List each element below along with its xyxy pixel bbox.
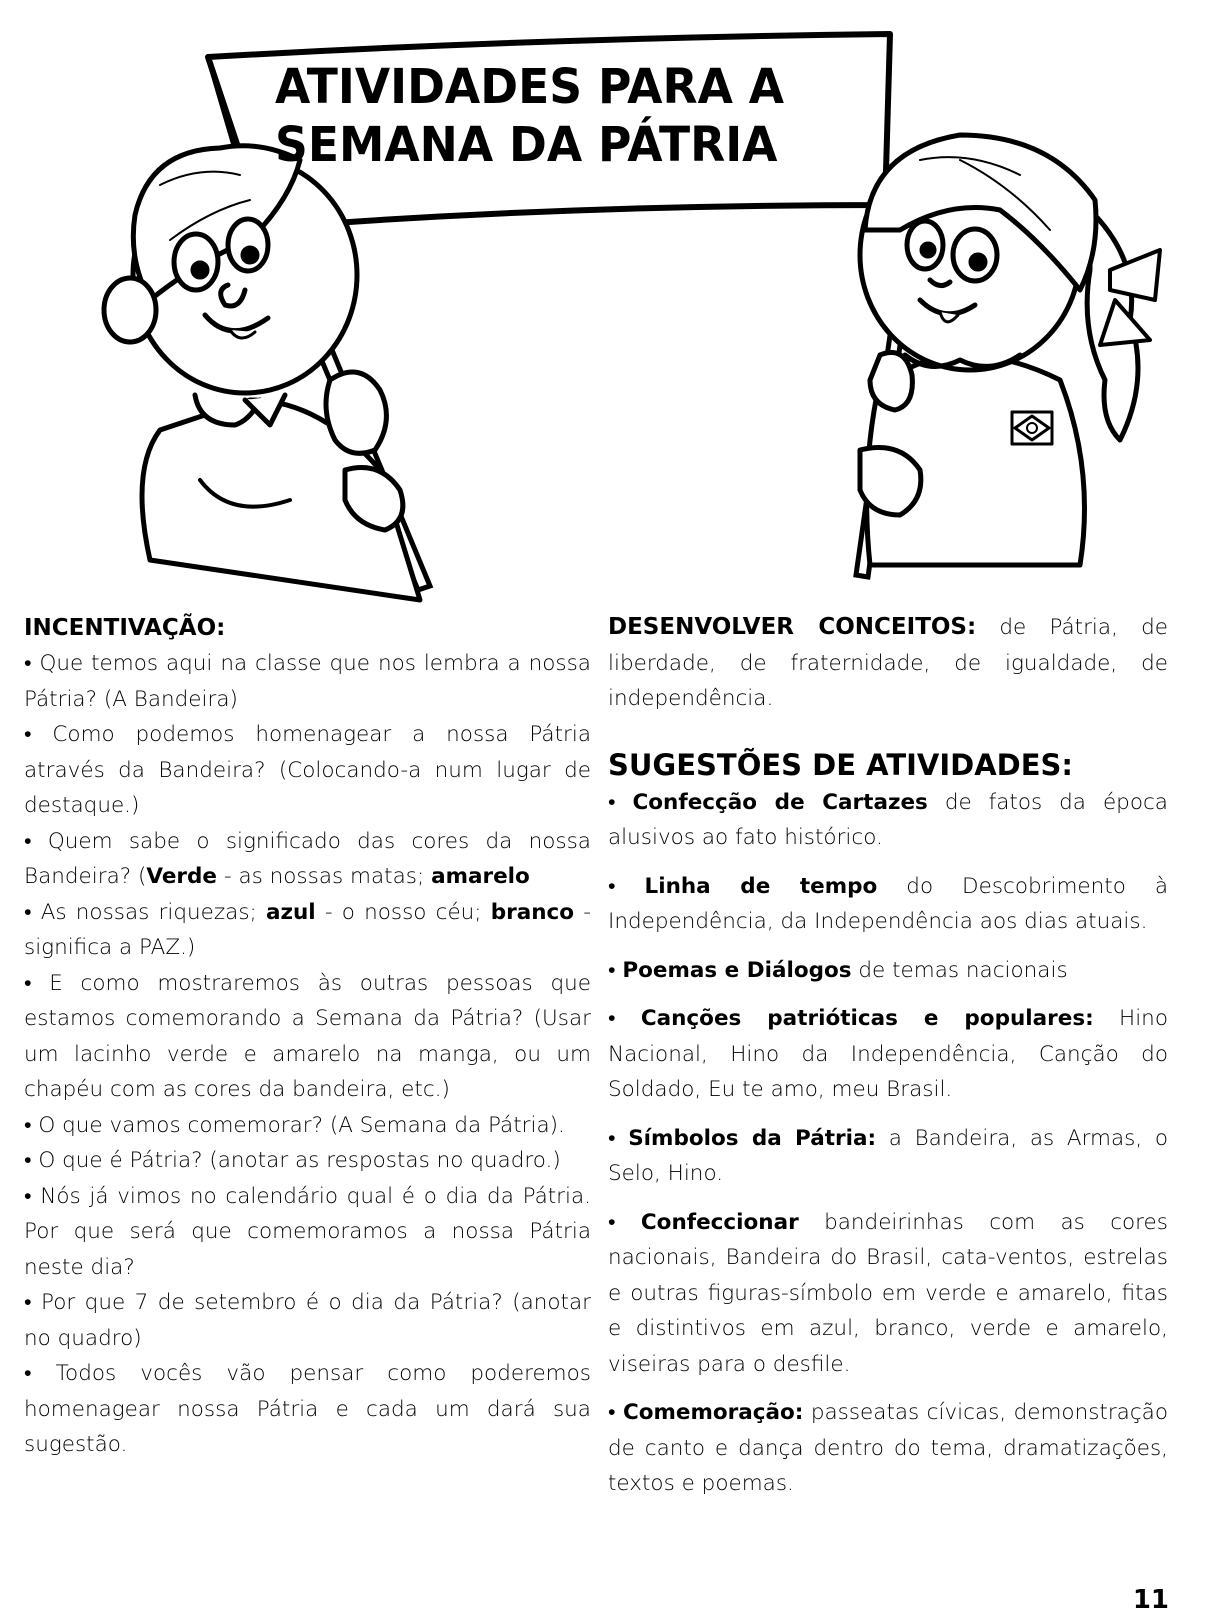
bold-term: Símbolos da Pátria:: [628, 1125, 877, 1151]
bold-term: Confecção de Cartazes: [632, 789, 928, 815]
list-item: • Confecção de Cartazes de fatos da época alusivos ao fato histórico.: [608, 785, 1168, 856]
list-item: • Linha de tempo do Descobrimento à Independência, da Independência aos dias atuais.: [608, 869, 1168, 940]
list-item: • Canções patrióticas e populares: Hino Nacional, Hino da Independência, Canção do Soldado, Eu te amo, meu Brasil.: [608, 1001, 1168, 1108]
right-column: [608, 610, 1168, 1502]
concepts-paragraph: DESENVOLVER CONCEITOS: de Pátria, de liberdade, de fraternidade, de igualdade, de independência.: [608, 614, 1168, 711]
list-item: • Poemas e Diálogos de temas nacionais: [608, 953, 1168, 989]
bold-term: Linha de tempo: [644, 873, 878, 899]
section-heading-sugestoes: SUGESTÕES DE ATIVIDADES:: [608, 747, 1074, 782]
list-item: • E como mostraremos às outras pessoas que estamos comemorando a Semana da Pátria? (Usar um lacinho verde e amarelo na manga, ou um chapéu com as cores da bandeira, etc.): [24, 966, 591, 1108]
section-heading-incentivacao: INCENTIVAÇÃO:: [24, 615, 226, 641]
list-item: • As nossas riquezas; azul - o nosso céu; branco - significa a PAZ.): [24, 895, 591, 966]
list-item: • Nós já vimos no calendário qual é o dia da Pátria. Por que será que comemoramos a nossa Pátria neste dia?: [24, 1179, 591, 1286]
list-item: • Confeccionar bandeirinhas com as cores nacionais, Bandeira do Brasil, cata-ventos, estrelas e outras figuras-símbolo em verde e amarelo, fitas e distintivos em azul, branco, verde e amarelo, viseiras para o desfile.: [608, 1205, 1168, 1383]
concepts-label: DESENVOLVER CONCEITOS:: [608, 614, 977, 640]
list-item: • O que vamos comemorar? (A Semana da Pátria).: [24, 1108, 591, 1144]
list-item: • Quem sabe o significado das cores da nossa Bandeira? (Verde - as nossas matas; amarelo: [24, 824, 591, 895]
list-item: • O que é Pátria? (anotar as respostas no quadro.): [24, 1143, 591, 1179]
bold-term: azul: [265, 899, 316, 925]
list-item: • Por que 7 de setembro é o dia da Pátria? (anotar no quadro): [24, 1285, 591, 1356]
girl-figure: [860, 135, 1160, 565]
bold-term: amarelo: [431, 864, 530, 889]
bold-term: Verde: [146, 864, 218, 889]
bold-term: Comemoração:: [622, 1400, 804, 1425]
list-item: • Todos vocês vão pensar como poderemos homenagear nossa Pátria e cada um dará sua sugestão.: [24, 1356, 591, 1463]
page-number: 11: [1132, 1585, 1169, 1615]
list-item: • Comemoração: passeatas cívicas, demonstração de canto e dança dentro do tema, dramatizações, textos e poemas.: [608, 1395, 1168, 1502]
bold-term: Confeccionar: [640, 1209, 799, 1235]
bold-term: Canções patrióticas e populares:: [640, 1006, 1094, 1031]
list-item: • Que temos aqui na classe que nos lembra a nossa Pátria? (A Bandeira): [24, 646, 591, 717]
bold-term: branco: [490, 899, 575, 925]
bold-term: Poemas e Diálogos: [622, 957, 852, 983]
list-item: • Símbolos da Pátria: a Bandeira, as Armas, o Selo, Hino.: [608, 1121, 1168, 1192]
title-line-2: SEMANA DA PÁTRIA: [275, 117, 778, 173]
left-column: [24, 610, 591, 1463]
title-line-1: ATIVIDADES PARA A: [275, 59, 785, 115]
page-title: [275, 58, 845, 174]
list-item: • Como podemos homenagear a nossa Pátria através da Bandeira? (Colocando-a num lugar de destaque.): [24, 717, 591, 824]
